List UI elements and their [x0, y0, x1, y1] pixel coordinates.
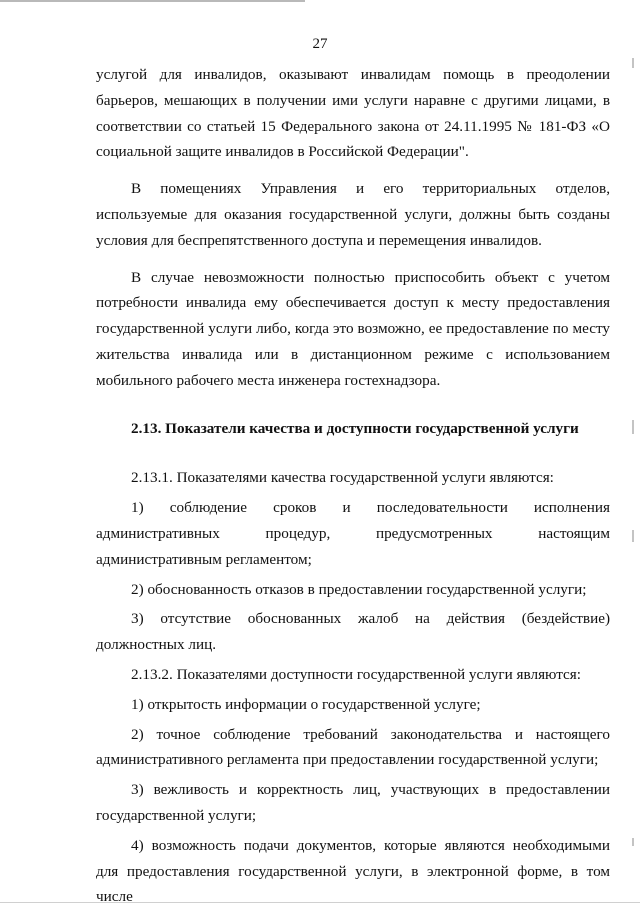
scan-mark-right-4	[632, 838, 634, 846]
paragraph-accessibility-help: услугой для инвалидов, оказывают инвалидам помощь в преодолении барьеров, мешающих в получении ими услуги наравне с другими лицами, в соответствии со статьей 15 Федерального закона от 24.11.1995 № 181-ФЗ «О социальной защите инвалидов в Российской Федерации".	[96, 66, 610, 161]
list-item-availability-1: 1) открытость информации о государственной услуге;	[131, 695, 481, 713]
scan-mark-right-2	[632, 420, 634, 434]
document-body	[96, 62, 610, 910]
paragraph-2-13-1: 2.13.1. Показателями качества государственной услуги являются:	[131, 469, 554, 487]
section-heading-2-13: 2.13. Показатели качества и доступности государственной услуги	[131, 419, 579, 437]
list-item-quality-3: 3) отсутствие обоснованных жалоб на действия (бездействие) должностных лиц.	[96, 610, 610, 654]
list-item-quality-1: 1) соблюдение сроков и последовательности исполнения административных процедур, предусмотренных настоящим административным регламентом;	[96, 499, 610, 568]
list-item-quality-2: 2) обоснованность отказов в предоставлении государственной услуги;	[131, 580, 587, 598]
page-number: 27	[312, 36, 328, 52]
scan-mark-right-3	[632, 530, 634, 542]
list-item-availability-3: 3) вежливость и корректность лиц, участвующих в предоставлении государственной услуги;	[96, 781, 610, 824]
scan-mark-right-1	[632, 58, 634, 68]
paragraph-2-13-2: 2.13.2. Показателями доступности государственной услуги являются:	[131, 665, 581, 683]
list-item-availability-4: 4) возможность подачи документов, которые являются необходимыми для предоставления государственной услуги, в электронной форме, в том числе	[96, 836, 610, 906]
paragraph-remote-access: В случае невозможности полностью приспособить объект с учетом потребности инвалида ему обеспечивается доступ к месту предоставления государственной услуги либо, когда это возможно, ее предоставление по месту жительства инвалида или в дистанционном режиме с использованием мобильного рабочего места инженера гостехнадзора.	[96, 268, 610, 389]
paragraph-premises-conditions: В помещениях Управления и его территориальных отделов, используемые для оказания государственной услуги, должны быть созданы условия для беспрепятственного доступа и перемещения инвалидов.	[96, 180, 610, 249]
list-item-availability-2: 2) точное соблюдение требований законодательства и настоящего административного регламента при предоставлении государственной услуги;	[96, 725, 610, 769]
scan-edge-top	[0, 0, 305, 2]
